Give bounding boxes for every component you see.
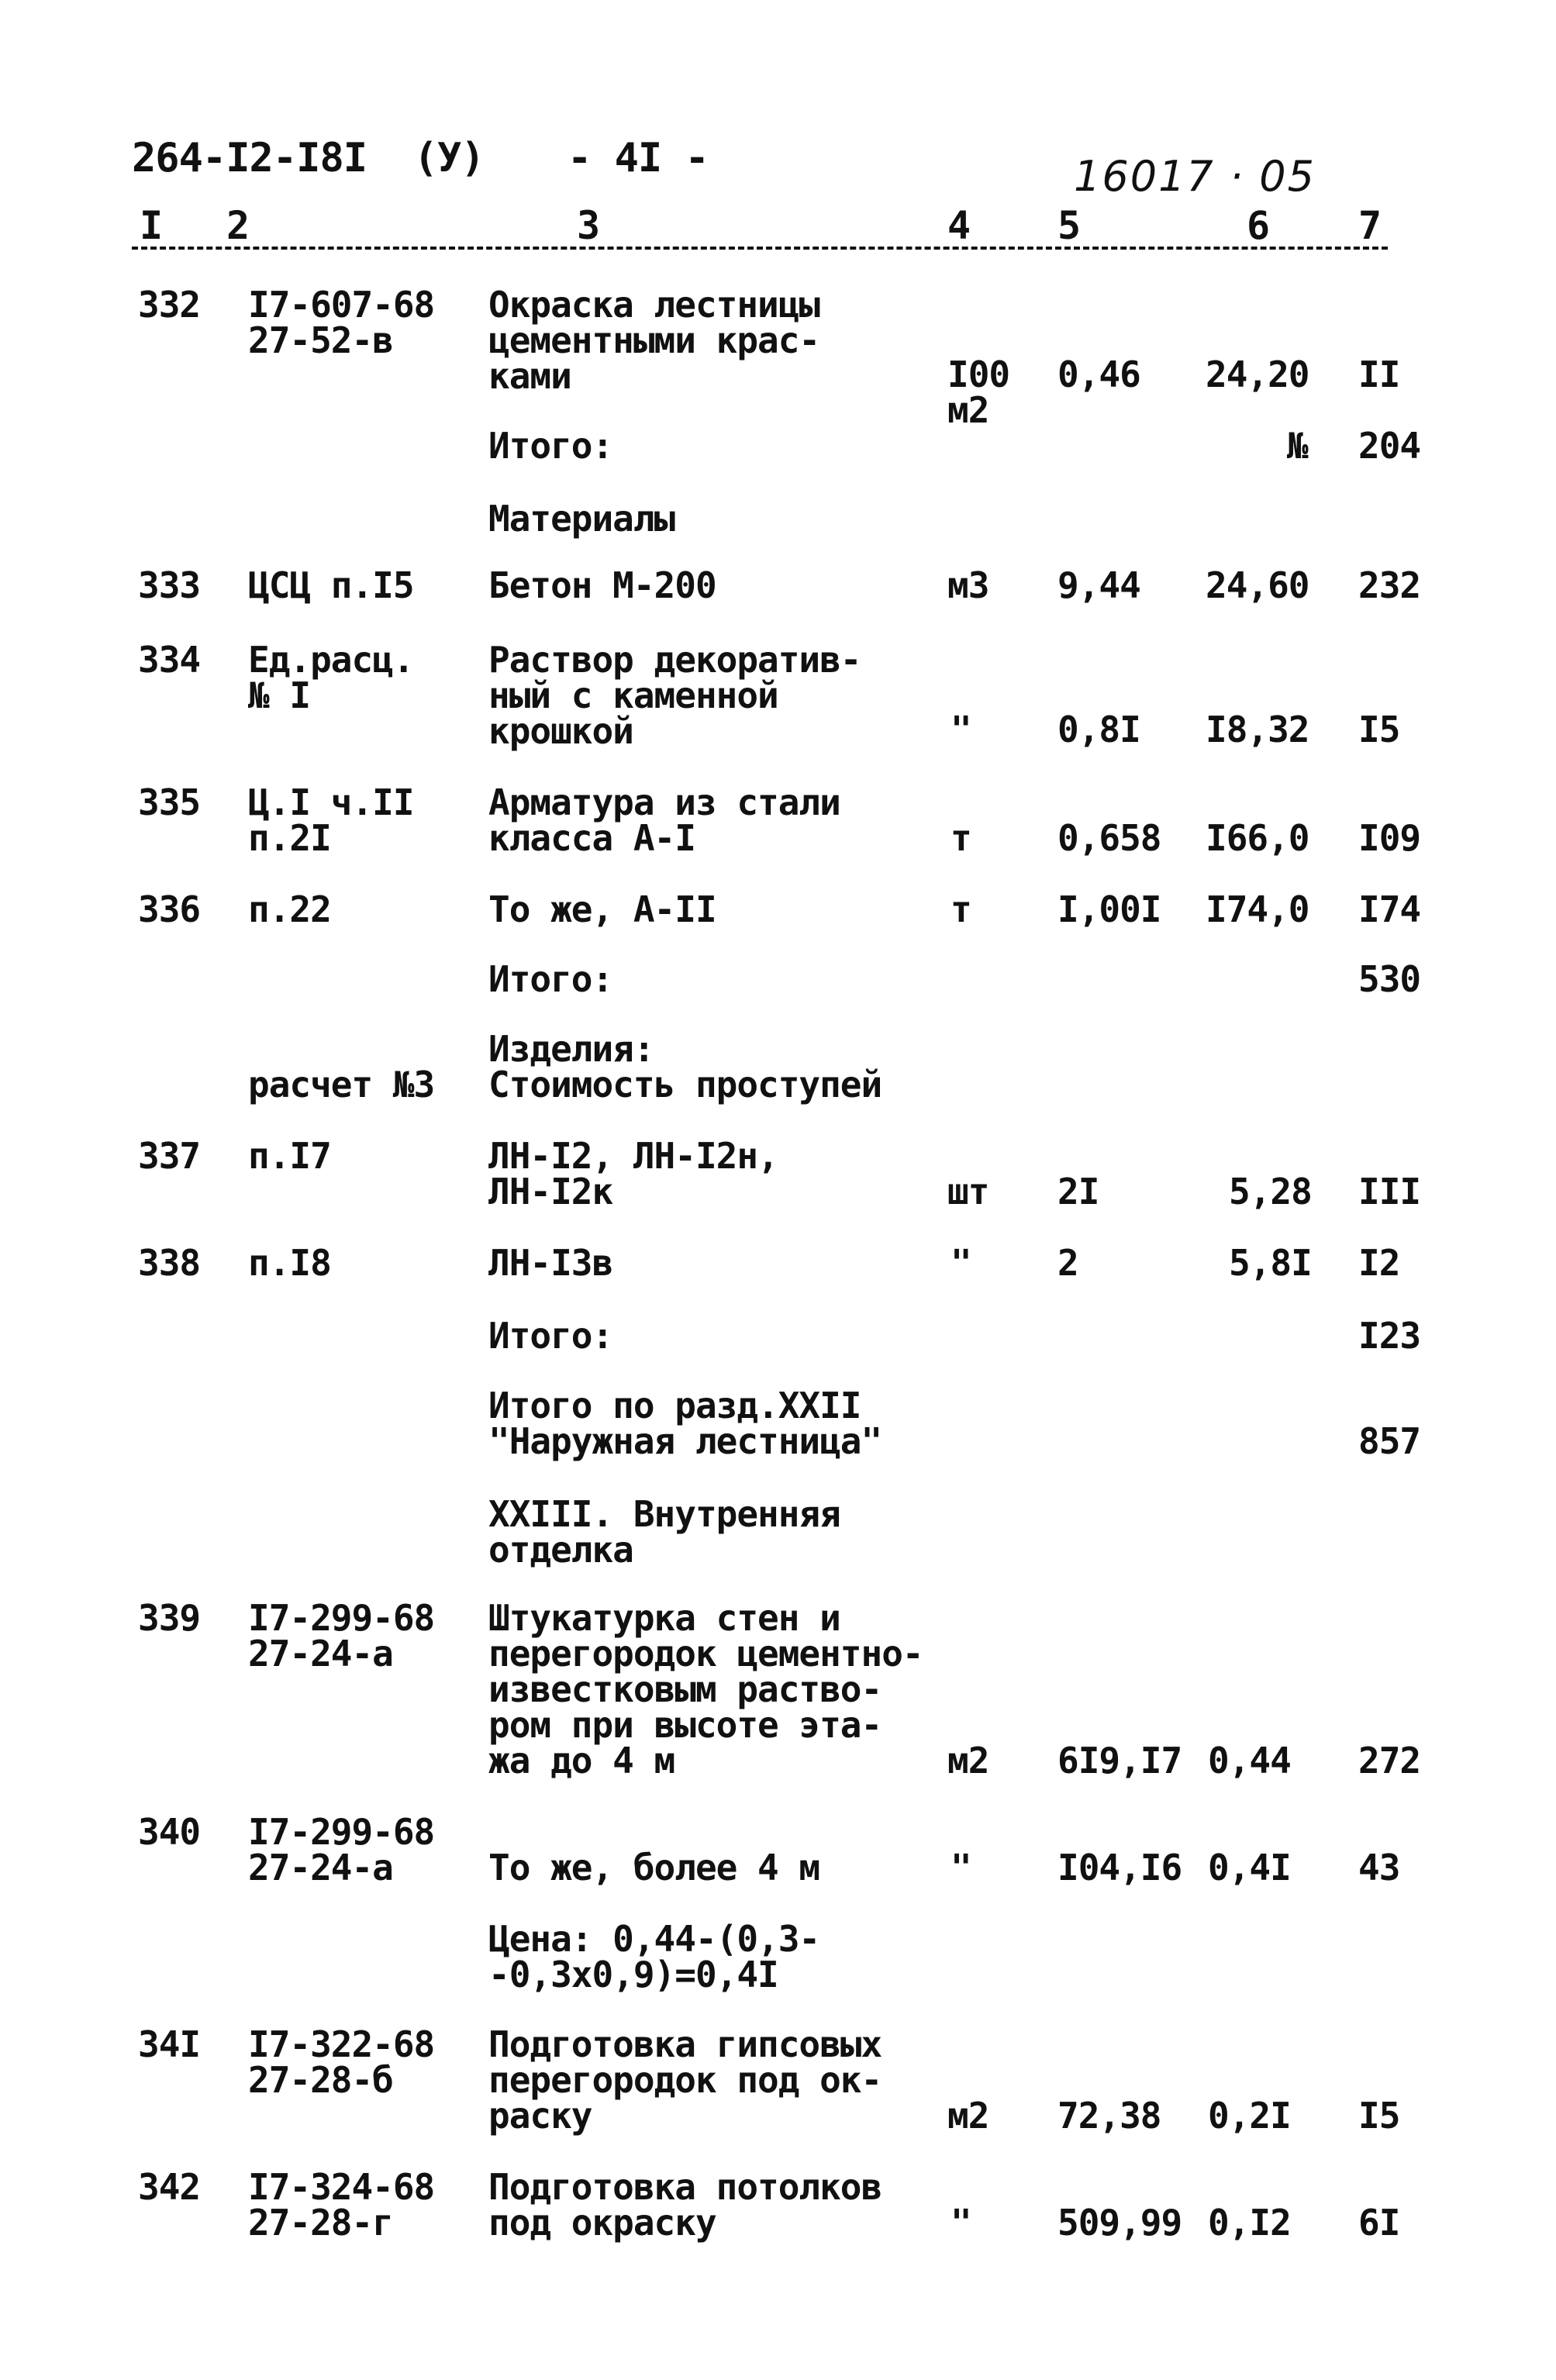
row-reference: I7-299-68 27-24-а — [248, 1811, 435, 1888]
row-price: 0,2I — [1208, 2095, 1291, 2137]
row-description: Бетон М-200 — [488, 564, 716, 606]
row-quantity: I04,I6 — [1057, 1847, 1182, 1888]
subtotal-label: Итого: — [488, 958, 613, 1000]
row-price: I8,32 — [1206, 709, 1309, 750]
row-description: Подготовка гипсовых перегородок под ок- раску — [488, 2023, 882, 2137]
row-number: 342 — [138, 2166, 201, 2208]
price-calculation-note: Цена: 0,44-(0,3- -0,3х0,9)=0,4I — [488, 1918, 820, 1995]
row-quantity: 9,44 — [1057, 564, 1140, 606]
row-quantity: 6I9,I7 — [1057, 1740, 1182, 1782]
column-header-7: 7 — [1358, 203, 1382, 248]
row-unit: " — [951, 1847, 971, 1888]
row-number: 338 — [138, 1242, 201, 1284]
row-total: I09 — [1358, 817, 1421, 859]
section-total-value: 857 — [1358, 1420, 1421, 1462]
row-number: 339 — [138, 1597, 201, 1639]
row-total: 232 — [1358, 564, 1421, 606]
row-unit: т — [951, 888, 971, 930]
row-price: 0,I2 — [1208, 2202, 1291, 2244]
column-header-4: 4 — [947, 203, 971, 248]
row-price: 24,20 — [1206, 354, 1309, 395]
row-description: Окраска лестницы цементными крас- ками — [488, 284, 820, 397]
row-description: ЛН-I3в — [488, 1242, 613, 1284]
row-reference: I7-324-68 27-28-г — [248, 2166, 435, 2244]
row-price: 0,4I — [1208, 1847, 1291, 1888]
row-total: I5 — [1358, 2095, 1400, 2137]
row-quantity: 72,38 — [1057, 2095, 1161, 2137]
row-total: I2 — [1358, 1242, 1400, 1284]
row-quantity: I,00I — [1057, 888, 1161, 930]
row-unit: м2 — [947, 1740, 989, 1782]
row-number: 340 — [138, 1811, 201, 1853]
column-header-5: 5 — [1057, 203, 1081, 248]
row-unit: т — [951, 817, 971, 859]
row-total: I5 — [1358, 709, 1400, 750]
column-header-dashed-rule — [132, 247, 1388, 250]
document-code: 264-I2-I8I (У) — [132, 135, 485, 181]
row-quantity: 0,658 — [1057, 817, 1161, 859]
handwritten-inventory-number: 16017 · 05 — [1074, 152, 1316, 201]
row-reference: I7-299-68 27-24-а — [248, 1597, 435, 1675]
row-reference: п.I7 — [248, 1135, 331, 1177]
section-heading-interior-finishing: XXIII. Внутренняя отделка — [488, 1493, 840, 1571]
row-description: Штукатурка стен и перегородок цементно- известковым раство- ром при высоте эта- жа до 4 м — [488, 1597, 923, 1782]
row-price: 5,8I — [1229, 1242, 1312, 1284]
row-number: 333 — [138, 564, 201, 606]
row-reference: Ц.I ч.II п.2I — [248, 781, 414, 859]
row-description: ЛН-I2, ЛН-I2н, ЛН-I2к — [488, 1135, 778, 1212]
row-unit: шт — [947, 1171, 989, 1212]
row-price: 5,28 — [1229, 1171, 1312, 1212]
row-reference: расчет №3 — [248, 1064, 435, 1105]
column-header-1: I — [140, 203, 163, 248]
subtotal-label: Итого: — [488, 1315, 613, 1357]
row-unit: I00 м2 — [947, 354, 1010, 431]
row-quantity: 0,8I — [1057, 709, 1140, 750]
section-heading-products: Изделия: Стоимость проступей — [488, 1028, 882, 1105]
row-unit: " — [951, 709, 971, 750]
row-number: 34I — [138, 2023, 201, 2065]
column-header-2: 2 — [226, 203, 250, 248]
row-reference: п.I8 — [248, 1242, 331, 1284]
row-quantity: 0,46 — [1057, 354, 1140, 395]
column-header-6: 6 — [1247, 203, 1270, 248]
subtotal-mark: № — [1287, 425, 1308, 467]
row-reference: I7-322-68 27-28-б — [248, 2023, 435, 2101]
subtotal-label: Итого: — [488, 425, 613, 467]
subtotal-value: 204 — [1358, 425, 1421, 467]
row-number: 332 — [138, 284, 201, 326]
row-reference: I7-607-68 27-52-в — [248, 284, 435, 361]
row-number: 337 — [138, 1135, 201, 1177]
row-number: 336 — [138, 888, 201, 930]
row-description: То же, А-II — [488, 888, 716, 930]
row-description: Арматура из стали класса А-I — [488, 781, 840, 859]
subtotal-value: 530 — [1358, 958, 1421, 1000]
row-number: 335 — [138, 781, 201, 823]
row-unit: " — [951, 1242, 971, 1284]
row-unit: " — [951, 2202, 971, 2244]
row-description: Раствор декоратив- ный с каменной крошкой — [488, 639, 861, 752]
row-total: 43 — [1358, 1847, 1400, 1888]
row-reference: Ед.расц. № I — [248, 639, 414, 716]
row-total: I74 — [1358, 888, 1421, 930]
row-quantity: 2I — [1057, 1171, 1099, 1212]
row-unit: м2 — [947, 2095, 989, 2137]
row-quantity: 2 — [1057, 1242, 1078, 1284]
page-number: - 4I - — [568, 135, 709, 181]
row-price: I74,0 — [1206, 888, 1309, 930]
row-unit: м3 — [947, 564, 989, 606]
subtotal-value: I23 — [1358, 1315, 1421, 1357]
section-total-label: Итого по разд.XXII "Наружная лестница" — [488, 1385, 882, 1462]
row-description: Подготовка потолков под окраску — [488, 2166, 882, 2244]
row-total: 272 — [1358, 1740, 1421, 1782]
row-price: I66,0 — [1206, 817, 1309, 859]
column-header-3: 3 — [577, 203, 600, 248]
row-total: 6I — [1358, 2202, 1400, 2244]
row-total: II — [1358, 354, 1400, 395]
row-reference: п.22 — [248, 888, 331, 930]
row-description: То же, более 4 м — [488, 1847, 820, 1888]
row-price: 24,60 — [1206, 564, 1309, 606]
row-reference: ЦСЦ п.I5 — [248, 564, 414, 606]
row-total: III — [1358, 1171, 1421, 1212]
row-number: 334 — [138, 639, 201, 681]
row-quantity: 509,99 — [1057, 2202, 1182, 2244]
section-heading-materials: Материалы — [488, 498, 675, 540]
row-price: 0,44 — [1208, 1740, 1291, 1782]
